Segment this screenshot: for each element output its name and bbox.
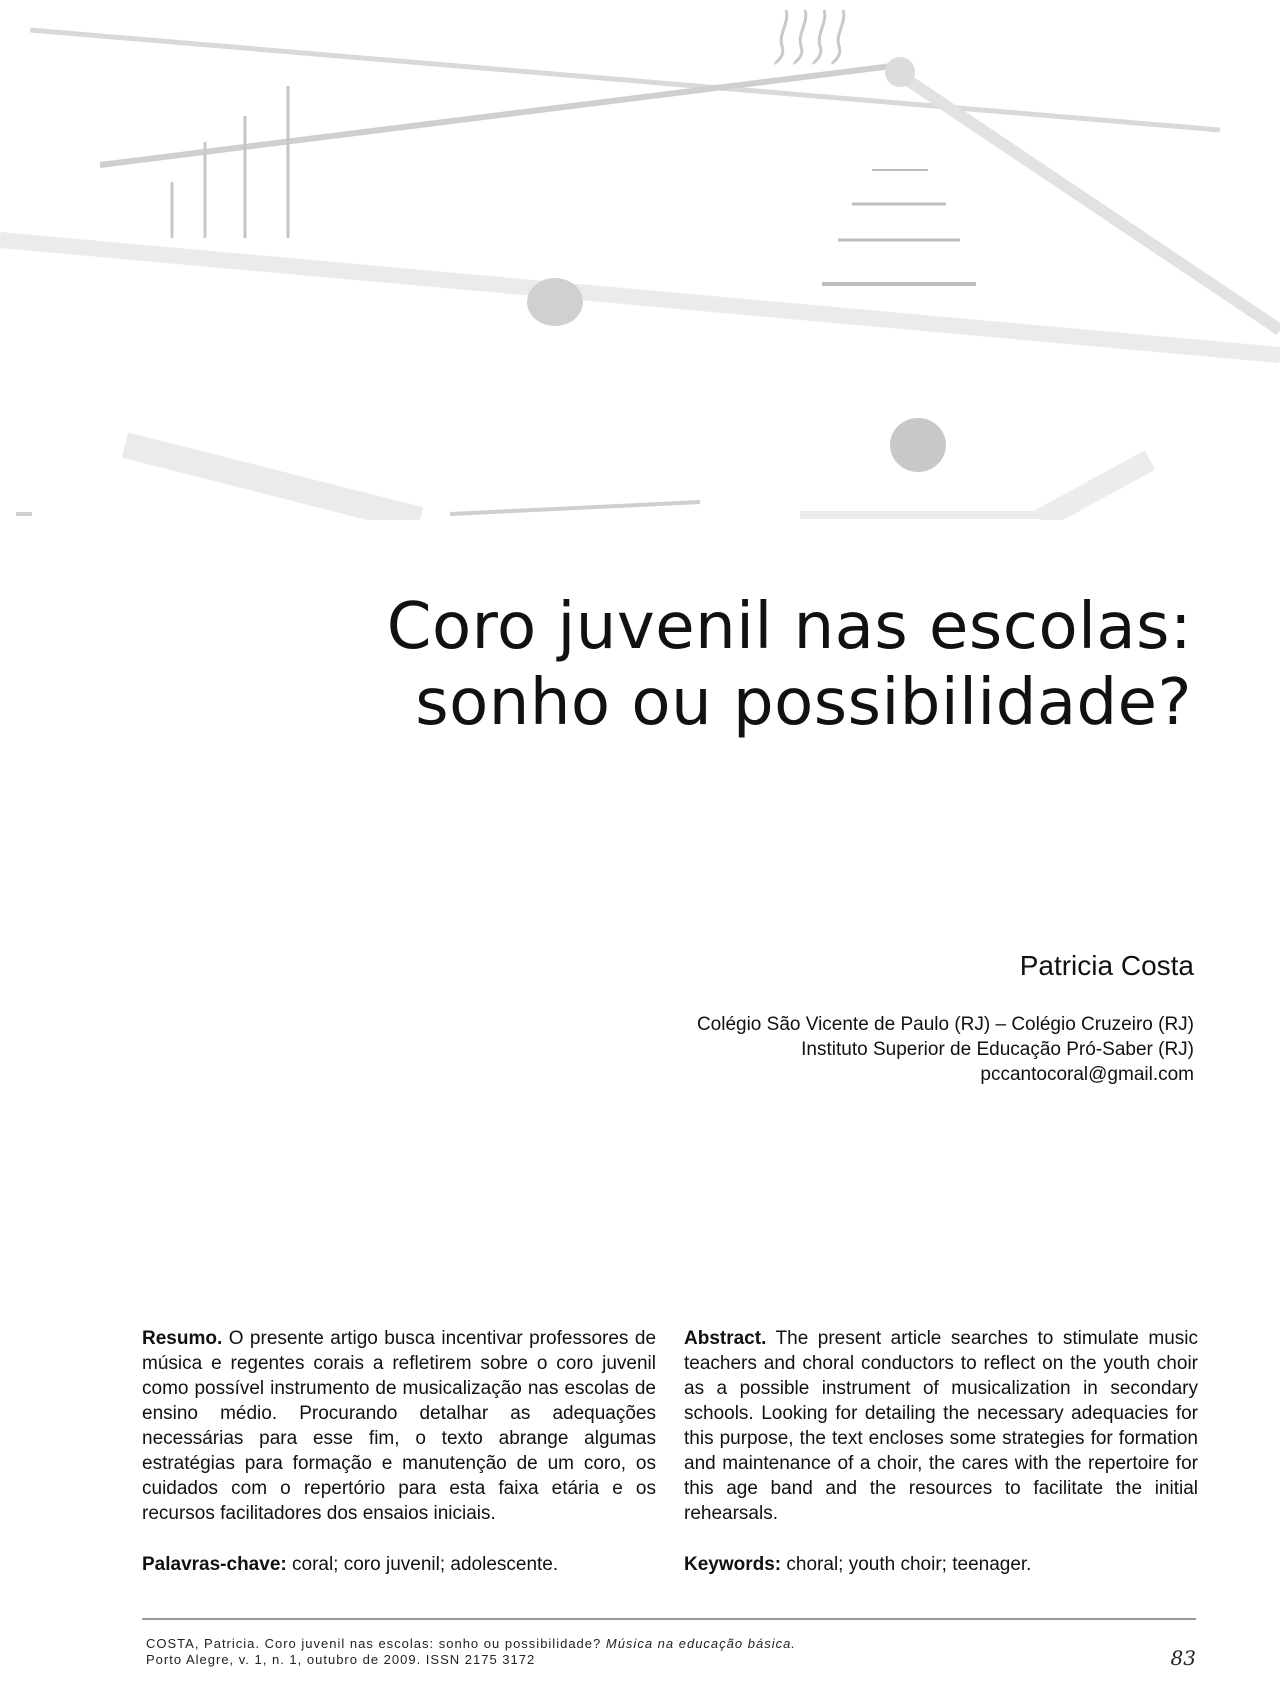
abstract-label: Abstract. — [684, 1328, 767, 1349]
art-circle-mid — [527, 278, 583, 326]
author-name: Patricia Costa — [1019, 950, 1194, 981]
art-bar-mid — [100, 65, 900, 165]
abstract-column — [684, 1326, 1198, 1577]
author-email[interactable]: pccantocoral@gmail.com — [980, 1064, 1194, 1085]
affiliation-line-2: Instituto Superior de Educação Pró-Saber (RJ) — [801, 1039, 1194, 1060]
abstract-paragraph — [684, 1326, 1198, 1526]
palavras-chave-values: coral; coro juvenil; adolescente. — [292, 1554, 559, 1575]
art-bar-top — [30, 30, 1220, 130]
abstract-text: The present article searches to stimulate music teachers and choral conductors to reflect on the youth choir as a possible instrument of musicalization in secondary schools. Looking for detailing the necessary adequacies for this purpose, the text encloses some strategies for formation and maintenance of a choir, the cares with the repertoire for this age band and the resources to facilitate the initial rehearsals. — [684, 1328, 1198, 1524]
page-number: 83 — [1170, 1646, 1196, 1670]
art-bar-lower-right — [1040, 460, 1150, 520]
citation-reference: COSTA, Patricia. Coro juvenil nas escolas: sonho ou possibilidade? — [146, 1636, 602, 1651]
citation-line-2: Porto Alegre, v. 1, n. 1, outubro de 2009. ISSN 2175 3172 — [146, 1652, 536, 1667]
header-decorative-artwork — [0, 0, 1280, 520]
resumo-label: Resumo. — [142, 1328, 223, 1349]
title-line-2: sonho ou possibilidade? — [415, 665, 1192, 740]
keywords-label: Keywords: — [684, 1554, 782, 1575]
keywords — [684, 1552, 1198, 1577]
title-line-1: Coro juvenil nas escolas: — [386, 590, 1192, 664]
citation-line-1 — [146, 1636, 946, 1652]
art-squiggles — [776, 10, 844, 64]
affiliation-line-1: Colégio São Vicente de Paulo (RJ) – Colégio Cruzeiro (RJ) — [696, 1014, 1194, 1035]
footer-divider — [142, 1618, 1196, 1620]
resumo-column — [142, 1326, 656, 1577]
resumo-paragraph — [142, 1326, 656, 1526]
citation-footer — [146, 1636, 946, 1668]
art-bar-steep — [900, 75, 1280, 330]
art-bar-bottom — [450, 502, 700, 514]
palavras-chave-label: Palavras-chave: — [142, 1554, 287, 1575]
keywords-values: choral; youth choir; teenager. — [786, 1554, 1032, 1575]
palavras-chave — [142, 1552, 656, 1577]
art-bar-lower-left — [125, 445, 420, 520]
art-bar-long — [0, 240, 1280, 355]
art-circle-right — [890, 418, 946, 472]
author-affiliation — [697, 1012, 1194, 1087]
citation-journal: Música na educação básica. — [605, 1636, 796, 1651]
resumo-text: O presente artigo busca incentivar professores de música e regentes corais a refletirem sobre o coro juvenil como possível instrumento de musicalização nas escolas de ensino médio. Procurando detalhar as adequações necessárias para esse fim, o texto abrange algumas estratégias para formação e manutenção de um coro, os cuidados com o repertório para esta faixa etária e os recursos facilitadores dos ensaios iniciais. — [142, 1328, 657, 1524]
article-title — [192, 590, 1192, 741]
art-circle-small — [885, 57, 915, 87]
